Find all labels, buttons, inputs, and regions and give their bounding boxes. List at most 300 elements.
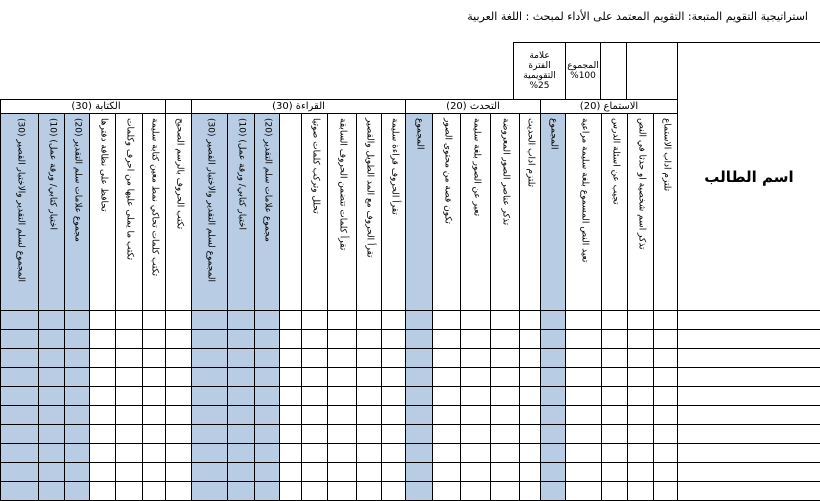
- grade-cell: [0, 462, 39, 482]
- criterion-header: [381, 113, 406, 311]
- period-box-line: علامة: [529, 51, 550, 61]
- grade-cell: [279, 348, 302, 368]
- student-name-cell: [677, 424, 820, 444]
- grade-cell: [89, 348, 116, 368]
- criterion-header: [142, 113, 166, 311]
- grade-cell: [565, 424, 602, 444]
- grade-cell: [381, 348, 406, 368]
- grade-cell: [432, 462, 461, 482]
- criterion-header: [432, 113, 461, 311]
- grade-cell: [381, 462, 406, 482]
- total-box: [565, 42, 601, 100]
- grade-cell: [627, 329, 654, 349]
- grade-cell: [38, 367, 65, 387]
- grade-cell: [38, 462, 65, 482]
- grade-cell: [279, 405, 302, 425]
- grade-cell: [64, 405, 90, 425]
- criterion-header: [460, 113, 491, 311]
- grade-cell: [627, 481, 654, 501]
- grade-cell: [115, 424, 143, 444]
- grade-cell: [601, 405, 628, 425]
- grade-cell: [38, 443, 65, 463]
- grade-cell: [601, 367, 628, 387]
- grade-cell: [64, 348, 90, 368]
- grade-cell: [165, 424, 192, 444]
- grade-cell: [142, 462, 166, 482]
- period-box-line: %25: [529, 81, 550, 91]
- grade-cell: [165, 386, 192, 406]
- grade-cell: [227, 310, 255, 330]
- grade-cell: [653, 424, 678, 444]
- grade-cell: [254, 386, 280, 406]
- criterion-label: اختبار كتابي/ ورقة عمل) (10): [47, 118, 57, 231]
- grade-cell: [627, 367, 654, 387]
- grade-cell: [115, 405, 143, 425]
- grade-cell: [601, 462, 628, 482]
- grade-cell: [490, 348, 520, 368]
- grade-cell: [0, 405, 39, 425]
- grade-cell: [519, 424, 541, 444]
- criterion-header: [327, 113, 357, 311]
- student-name-cell: [677, 462, 820, 482]
- grade-cell: [38, 310, 65, 330]
- grade-cell: [519, 443, 541, 463]
- grade-cell: [432, 405, 461, 425]
- grade-cell: [301, 443, 328, 463]
- student-name-cell: [677, 405, 820, 425]
- grade-cell: [0, 443, 39, 463]
- grade-cell: [653, 443, 678, 463]
- grade-cell: [601, 424, 628, 444]
- grade-cell: [64, 443, 90, 463]
- grade-cell: [254, 348, 280, 368]
- grade-cell: [227, 386, 255, 406]
- grade-cell: [327, 367, 357, 387]
- grade-cell: [254, 310, 280, 330]
- grade-cell: [115, 386, 143, 406]
- grade-cell: [279, 310, 302, 330]
- grade-cell: [601, 481, 628, 501]
- grade-cell: [627, 462, 654, 482]
- grade-cell: [356, 462, 382, 482]
- grade-cell: [601, 310, 628, 330]
- grade-cell: [89, 405, 116, 425]
- grade-cell: [191, 424, 228, 444]
- page-title: استراتيجية التقويم المتبعة: التقويم المعتمد على الأداء لمبحث : اللغة العربية: [467, 10, 808, 23]
- grade-cell: [38, 405, 65, 425]
- grade-cell: [432, 348, 461, 368]
- grade-cell: [381, 329, 406, 349]
- grade-cell: [38, 386, 65, 406]
- grade-cell: [432, 443, 461, 463]
- grade-cell: [381, 405, 406, 425]
- grade-cell: [381, 367, 406, 387]
- grade-cell: [601, 386, 628, 406]
- grade-cell: [519, 310, 541, 330]
- student-name-cell: [677, 310, 820, 330]
- grade-cell: [405, 386, 433, 406]
- grade-cell: [254, 462, 280, 482]
- period-box-line: الفترة: [528, 61, 551, 71]
- grade-cell: [405, 329, 433, 349]
- grade-cell: [519, 386, 541, 406]
- grade-cell: [460, 424, 491, 444]
- criterion-label: تذكر عناصر الصور المعروضة: [500, 118, 511, 226]
- grade-cell: [519, 329, 541, 349]
- grade-cell: [115, 367, 143, 387]
- grade-cell: [627, 424, 654, 444]
- grade-cell: [519, 367, 541, 387]
- grade-cell: [115, 310, 143, 330]
- grade-cell: [0, 348, 39, 368]
- grade-cell: [38, 348, 65, 368]
- grade-cell: [191, 367, 228, 387]
- grade-cell: [191, 462, 228, 482]
- criterion-label: تكتب ما يملى عليها من احرف وكلمات: [124, 118, 135, 260]
- grade-cell: [356, 405, 382, 425]
- grade-cell: [405, 443, 433, 463]
- group-header: الكتابة (30): [0, 99, 192, 114]
- criterion-label: اختبار كتابي/ ورقة عمل) (10): [236, 118, 247, 231]
- grade-cell: [653, 405, 678, 425]
- grade-cell: [115, 443, 143, 463]
- grade-cell: [627, 443, 654, 463]
- criterion-header: [227, 113, 255, 311]
- grade-cell: [432, 386, 461, 406]
- grade-cell: [356, 481, 382, 501]
- grade-cell: [165, 462, 192, 482]
- grade-cell: [601, 348, 628, 368]
- period-box-line: التقويمية: [523, 71, 556, 81]
- criterion-header: [191, 113, 228, 311]
- grade-cell: [0, 329, 39, 349]
- grade-cell: [540, 367, 566, 387]
- grade-cell: [490, 310, 520, 330]
- grade-cell: [279, 443, 302, 463]
- grade-cell: [165, 329, 192, 349]
- grade-cell: [254, 424, 280, 444]
- grade-cell: [254, 367, 280, 387]
- grade-cell: [279, 462, 302, 482]
- grade-cell: [432, 329, 461, 349]
- grade-cell: [460, 443, 491, 463]
- criterion-label: المجموع لسلم التقدير والاختبار القصير (30): [15, 118, 25, 283]
- grade-cell: [540, 310, 566, 330]
- grade-cell: [89, 481, 116, 501]
- grade-cell: [279, 481, 302, 501]
- grade-cell: [356, 443, 382, 463]
- grade-cell: [490, 424, 520, 444]
- grade-cell: [519, 405, 541, 425]
- criterion-label: المجموع: [414, 118, 425, 150]
- grade-cell: [38, 329, 65, 349]
- grade-cell: [540, 329, 566, 349]
- criterion-label: تحافظ على نظافة دفترها: [98, 118, 108, 212]
- grade-cell: [142, 348, 166, 368]
- grade-cell: [64, 481, 90, 501]
- grade-cell: [432, 481, 461, 501]
- criterion-label: مجموع علامات سلم التقدير (20): [262, 118, 273, 242]
- grade-cell: [540, 348, 566, 368]
- criterion-label: تلتزم اداب الاستماع: [661, 118, 671, 192]
- grade-cell: [565, 443, 602, 463]
- grade-cell: [356, 367, 382, 387]
- grade-cell: [381, 386, 406, 406]
- grade-cell: [89, 443, 116, 463]
- grade-cell: [519, 481, 541, 501]
- grade-cell: [432, 424, 461, 444]
- grade-cell: [64, 386, 90, 406]
- grade-cell: [142, 386, 166, 406]
- grade-cell: [89, 424, 116, 444]
- grade-cell: [565, 348, 602, 368]
- criterion-label: تكتب كلمات تحاكي نمط معين كتابة سليمة: [149, 118, 160, 277]
- criterion-header: [301, 113, 328, 311]
- grade-cell: [0, 481, 39, 501]
- grade-cell: [653, 386, 678, 406]
- grade-cell: [565, 367, 602, 387]
- criterion-header: [519, 113, 541, 311]
- student-name-cell: [677, 443, 820, 463]
- grade-cell: [490, 386, 520, 406]
- grade-cell: [519, 348, 541, 368]
- grade-cell: [460, 310, 491, 330]
- grade-cell: [653, 367, 678, 387]
- criterion-header: [115, 113, 143, 311]
- criterion-header: [64, 113, 90, 311]
- grade-cell: [301, 424, 328, 444]
- grade-cell: [89, 310, 116, 330]
- grade-cell: [627, 405, 654, 425]
- criterion-label: تكتب الحروف بالرسم الصحيح: [174, 118, 184, 230]
- grade-cell: [191, 481, 228, 501]
- grade-cell: [142, 329, 166, 349]
- grade-cell: [653, 348, 678, 368]
- grade-cell: [490, 329, 520, 349]
- criterion-label: تعيد النص المسموع بلغة سليمة مراعية: [579, 118, 589, 263]
- criterion-label: تلتزم اداب الحديث: [525, 118, 536, 188]
- grade-cell: [460, 329, 491, 349]
- grade-cell: [301, 329, 328, 349]
- grade-cell: [327, 348, 357, 368]
- grade-cell: [565, 405, 602, 425]
- grade-cell: [327, 386, 357, 406]
- total-box-line: المجموع: [567, 61, 599, 71]
- criterion-header: [653, 113, 678, 311]
- grade-cell: [89, 462, 116, 482]
- criterion-header: [165, 113, 192, 311]
- grade-cell: [490, 481, 520, 501]
- grade-cell: [301, 386, 328, 406]
- criterion-label: تحلل وتركب كلمات صوتيا: [310, 118, 320, 214]
- grade-cell: [405, 405, 433, 425]
- grade-cell: [540, 424, 566, 444]
- grade-cell: [490, 405, 520, 425]
- grade-cell: [142, 481, 166, 501]
- grade-cell: [381, 481, 406, 501]
- grade-cell: [460, 367, 491, 387]
- grade-cell: [460, 405, 491, 425]
- grade-cell: [565, 481, 602, 501]
- grade-cell: [432, 310, 461, 330]
- grade-cell: [115, 481, 143, 501]
- student-name-cell: [677, 481, 820, 501]
- criterion-label: تقرأ الحروف قراءة سليمة: [389, 118, 399, 215]
- grade-cell: [565, 386, 602, 406]
- grade-cell: [64, 424, 90, 444]
- grade-cell: [191, 386, 228, 406]
- grade-cell: [490, 462, 520, 482]
- criterion-header: [254, 113, 280, 311]
- grade-cell: [115, 329, 143, 349]
- grade-cell: [540, 405, 566, 425]
- grade-cell: [327, 405, 357, 425]
- grade-cell: [356, 386, 382, 406]
- criterion-label: المجموع لسلم التقدير والاختبار القصير (30): [205, 118, 215, 283]
- grade-cell: [601, 329, 628, 349]
- grade-cell: [460, 481, 491, 501]
- grade-cell: [356, 329, 382, 349]
- grade-cell: [279, 367, 302, 387]
- grade-cell: [254, 405, 280, 425]
- grade-cell: [38, 481, 65, 501]
- grade-cell: [142, 367, 166, 387]
- grade-cell: [227, 424, 255, 444]
- grade-cell: [227, 481, 255, 501]
- grade-cell: [191, 310, 228, 330]
- criterion-header: [565, 113, 602, 311]
- grade-cell: [227, 462, 255, 482]
- grade-cell: [227, 348, 255, 368]
- criterion-label: تكون قصة من محتوى الصور: [442, 118, 452, 224]
- grade-cell: [227, 443, 255, 463]
- student-name-cell: [677, 386, 820, 406]
- total-box-line: %100: [570, 71, 596, 81]
- grade-cell: [405, 367, 433, 387]
- grade-cell: [89, 386, 116, 406]
- grade-cell: [540, 481, 566, 501]
- grade-cell: [301, 310, 328, 330]
- grade-cell: [460, 348, 491, 368]
- grade-cell: [254, 481, 280, 501]
- grade-cell: [142, 405, 166, 425]
- grade-cell: [0, 424, 39, 444]
- grade-cell: [490, 443, 520, 463]
- grade-cell: [405, 481, 433, 501]
- grade-cell: [460, 462, 491, 482]
- grade-cell: [432, 367, 461, 387]
- grade-cell: [64, 367, 90, 387]
- grade-cell: [381, 443, 406, 463]
- grade-cell: [279, 386, 302, 406]
- grade-cell: [165, 481, 192, 501]
- criterion-header: [627, 113, 654, 311]
- grade-cell: [356, 348, 382, 368]
- grade-cell: [191, 443, 228, 463]
- criterion-header: [601, 113, 628, 311]
- grade-cell: [165, 348, 192, 368]
- header-blank-cell: [600, 42, 627, 100]
- grade-cell: [38, 424, 65, 444]
- student-name-cell: [677, 348, 820, 368]
- student-name-header: اسم الطالب: [677, 42, 820, 311]
- grade-cell: [279, 329, 302, 349]
- grade-cell: [115, 348, 143, 368]
- grade-cell: [565, 329, 602, 349]
- grade-cell: [327, 443, 357, 463]
- group-header-spacer: [165, 99, 192, 114]
- grade-cell: [627, 348, 654, 368]
- group-header: الاستماع (20): [540, 99, 678, 114]
- grade-cell: [301, 462, 328, 482]
- grade-cell: [64, 462, 90, 482]
- grade-cell: [653, 329, 678, 349]
- grade-cell: [227, 329, 255, 349]
- grade-cell: [142, 310, 166, 330]
- grade-cell: [540, 443, 566, 463]
- grade-cell: [565, 462, 602, 482]
- grade-cell: [327, 329, 357, 349]
- grade-cell: [165, 310, 192, 330]
- grade-cell: [540, 462, 566, 482]
- criterion-header: [540, 113, 566, 311]
- grade-cell: [191, 348, 228, 368]
- group-header: القراءة (30): [191, 99, 406, 114]
- grade-cell: [405, 310, 433, 330]
- grade-cell: [279, 424, 302, 444]
- grade-cell: [0, 367, 39, 387]
- grade-cell: [227, 405, 255, 425]
- criterion-label: مجموع علامات سلم التقدير (20): [72, 118, 83, 242]
- grade-cell: [165, 405, 192, 425]
- grade-cell: [653, 481, 678, 501]
- grade-cell: [327, 462, 357, 482]
- grade-cell: [540, 386, 566, 406]
- grade-cell: [64, 329, 90, 349]
- grade-cell: [601, 443, 628, 463]
- criterion-label: تقرأ كلمات تتضمن الحروف السابقة: [337, 118, 348, 251]
- criterion-header: [279, 113, 302, 311]
- grade-cell: [254, 443, 280, 463]
- grade-cell: [653, 462, 678, 482]
- grade-cell: [405, 424, 433, 444]
- grade-cell: [115, 462, 143, 482]
- grade-cell: [627, 310, 654, 330]
- grade-cell: [227, 367, 255, 387]
- grade-cell: [356, 424, 382, 444]
- group-header: التحدث (20): [405, 99, 541, 114]
- grade-cell: [327, 310, 357, 330]
- grade-cell: [490, 367, 520, 387]
- grade-cell: [653, 310, 678, 330]
- grade-cell: [165, 443, 192, 463]
- criterion-label: تجيب عن اسئلة الدرس: [610, 118, 620, 205]
- grade-cell: [89, 329, 116, 349]
- criterion-header: [490, 113, 520, 311]
- grade-cell: [405, 462, 433, 482]
- criterion-label: تقرأ الحروف مع المد الطويل والقصير: [364, 118, 375, 258]
- criterion-header: [89, 113, 116, 311]
- period-grade-box: [513, 42, 566, 100]
- grade-cell: [191, 405, 228, 425]
- grade-cell: [381, 424, 406, 444]
- grade-cell: [254, 329, 280, 349]
- criterion-header: [38, 113, 65, 311]
- grade-cell: [327, 481, 357, 501]
- grade-cell: [0, 386, 39, 406]
- grade-cell: [627, 386, 654, 406]
- grade-cell: [89, 367, 116, 387]
